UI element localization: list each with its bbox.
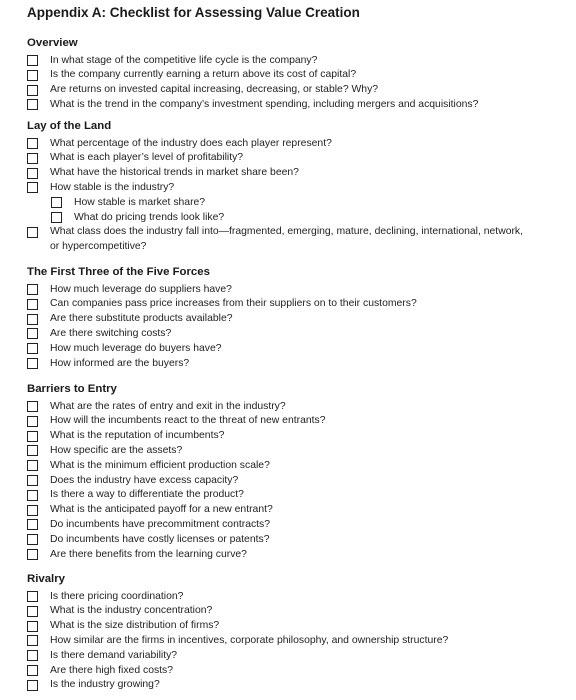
checkbox[interactable]: [27, 490, 38, 501]
checkbox[interactable]: [27, 343, 38, 354]
checkbox[interactable]: [27, 445, 38, 456]
checkbox[interactable]: [27, 138, 38, 149]
checkbox[interactable]: [27, 328, 38, 339]
section-heading: Barriers to Entry: [27, 383, 117, 395]
checkbox[interactable]: [27, 665, 38, 676]
checkbox[interactable]: [27, 431, 38, 442]
checklist-item-text: Is the industry growing?: [50, 679, 160, 691]
checklist-item-text: What class does the industry fall into—fragmented, emerging, mature, declining, international, network,: [50, 226, 524, 238]
checklist-item-text: What is the minimum efficient production scale?: [50, 459, 270, 471]
checklist-item-text: What are the rates of entry and exit in the industry?: [50, 400, 286, 412]
checkbox[interactable]: [27, 227, 38, 238]
checkbox[interactable]: [27, 549, 38, 560]
checkbox[interactable]: [27, 591, 38, 602]
checklist-item-text: Can companies pass price increases from their suppliers on to their customers?: [50, 298, 417, 310]
checklist-item-text: What is the reputation of incumbents?: [50, 430, 225, 442]
checkbox[interactable]: [27, 505, 38, 516]
checklist-item-text: Are there switching costs?: [50, 327, 172, 339]
checklist-item-text: Are returns on invested capital increasing, decreasing, or stable? Why?: [50, 84, 379, 96]
checkbox[interactable]: [27, 621, 38, 632]
checkbox[interactable]: [27, 606, 38, 617]
checkbox[interactable]: [27, 401, 38, 412]
checklist-item-continuation: or hypercompetitive?: [50, 241, 147, 253]
checkbox[interactable]: [27, 635, 38, 646]
checkbox[interactable]: [27, 680, 38, 691]
checkbox[interactable]: [27, 299, 38, 310]
checklist-item-text: What is the trend in the company’s investment spending, including mergers and acquisitions?: [50, 98, 479, 110]
checklist-item-text: How much leverage do suppliers have?: [50, 283, 232, 295]
checkbox[interactable]: [27, 70, 38, 81]
checklist-item-text: What is the size distribution of firms?: [50, 620, 220, 632]
checklist-item-text: Is there a way to differentiate the product?: [50, 489, 244, 501]
checklist-item-text: Does the industry have excess capacity?: [50, 474, 239, 486]
checkbox[interactable]: [27, 650, 38, 661]
checklist-item-text: Are there high fixed costs?: [50, 664, 174, 676]
checklist-item-text: In what stage of the competitive life cycle is the company?: [50, 54, 318, 66]
checklist-item-text: Do incumbents have costly licenses or patents?: [50, 533, 270, 545]
checkbox[interactable]: [27, 314, 38, 325]
checklist-item-text: What is the industry concentration?: [50, 605, 213, 617]
section-heading: The First Three of the Five Forces: [27, 266, 210, 278]
checkbox[interactable]: [27, 55, 38, 66]
checklist-item-text: What is the anticipated payoff for a new entrant?: [50, 504, 273, 516]
checklist-item-text: Is there pricing coordination?: [50, 590, 184, 602]
section-heading: Overview: [27, 37, 78, 49]
checkbox[interactable]: [51, 212, 62, 223]
checklist-item-text: Do incumbents have precommitment contracts?: [50, 518, 271, 530]
checklist-item-text: What percentage of the industry does each player represent?: [50, 137, 332, 149]
checklist-item-text: What have the historical trends in market share been?: [50, 167, 299, 179]
checklist-item-text: Are there substitute products available?: [50, 313, 233, 325]
checkbox[interactable]: [27, 153, 38, 164]
checklist-item-text: How specific are the assets?: [50, 444, 183, 456]
checklist-item-text: Is there demand variability?: [50, 649, 178, 661]
section-heading: Rivalry: [27, 573, 65, 585]
checkbox[interactable]: [27, 519, 38, 530]
checklist-item-text: How similar are the firms in incentives, corporate philosophy, and ownership structure?: [50, 634, 449, 646]
checklist-item-text: How will the incumbents react to the threat of new entrants?: [50, 415, 326, 427]
checklist-item-text: Is the company currently earning a return above its cost of capital?: [50, 69, 357, 81]
checklist-item-text: How stable is the industry?: [50, 181, 175, 193]
checkbox[interactable]: [27, 475, 38, 486]
section-heading: Lay of the Land: [27, 120, 112, 132]
checklist-item-text: How much leverage do buyers have?: [50, 342, 222, 354]
checkbox[interactable]: [27, 168, 38, 179]
checklist-item-text: What is each player’s level of profitability?: [50, 152, 244, 164]
checklist-item-text: How stable is market share?: [74, 196, 206, 208]
checkbox[interactable]: [27, 534, 38, 545]
checklist-item-text: What do pricing trends look like?: [74, 211, 225, 223]
checklist-item-text: How informed are the buyers?: [50, 357, 190, 369]
checkbox[interactable]: [27, 99, 38, 110]
checkbox[interactable]: [27, 358, 38, 369]
checkbox[interactable]: [27, 182, 38, 193]
checkbox[interactable]: [27, 85, 38, 96]
checklist-item-text: Are there benefits from the learning curve?: [50, 548, 247, 560]
checkbox[interactable]: [27, 460, 38, 471]
checkbox[interactable]: [27, 416, 38, 427]
page-title: Appendix A: Checklist for Assessing Value Creation: [27, 5, 360, 20]
checkbox[interactable]: [27, 284, 38, 295]
checkbox[interactable]: [51, 197, 62, 208]
